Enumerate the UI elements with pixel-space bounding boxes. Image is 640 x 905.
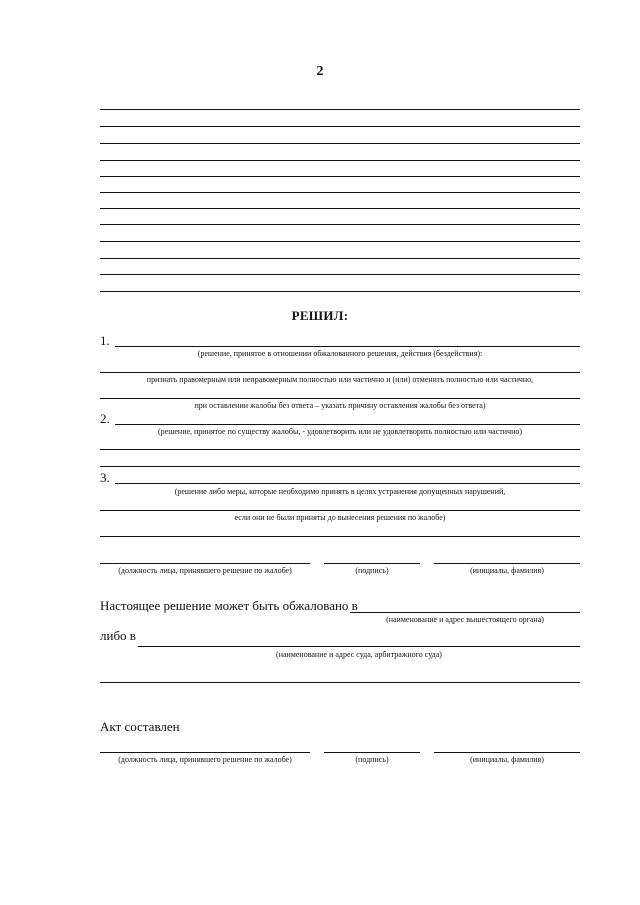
- signature-caption: (подпись): [355, 755, 389, 764]
- entry-line: [100, 449, 580, 450]
- entry-line: [115, 483, 580, 484]
- ruled-line: [100, 291, 580, 292]
- court-line: [138, 646, 580, 647]
- entry-line: [100, 682, 580, 683]
- item-number: 1.: [100, 333, 110, 348]
- signature-line: [324, 752, 420, 753]
- name-line: [434, 563, 580, 564]
- name-caption: (инициалы, фамилия): [470, 566, 544, 575]
- higher-body-caption: (наименование и адрес вышестоящего органа): [386, 615, 544, 624]
- ruled-line: [100, 192, 580, 193]
- item-number: 2.: [100, 411, 110, 426]
- name-line: [434, 752, 580, 753]
- appeal-text: Настоящее решение может быть обжаловано в: [100, 598, 358, 613]
- or-text: либо в: [100, 628, 136, 643]
- item-caption: если они не были приняты до вынесения решения по жалобе): [234, 513, 446, 522]
- item-caption: признать правомерным или неправомерным полностью или частично и (или) отменить полностью или частично,: [146, 375, 534, 384]
- item-caption: (решение, принятое по существу жалобы, - удовлетворить или не удовлетворить полностью или частично): [157, 427, 523, 436]
- name-caption: (инициалы, фамилия): [470, 755, 544, 764]
- entry-line: [115, 346, 580, 347]
- entry-line: [100, 510, 580, 511]
- signature-line: [324, 563, 420, 564]
- ruled-line: [100, 109, 580, 110]
- position-line: [100, 563, 310, 564]
- item-caption: при оставлении жалобы без ответа – указать причину оставления жалобы без ответа): [194, 401, 486, 410]
- entry-line: [100, 372, 580, 373]
- page-number: 2: [316, 64, 324, 79]
- ruled-line: [100, 274, 580, 275]
- ruled-line: [100, 176, 580, 177]
- ruled-line: [100, 224, 580, 225]
- entry-line: [100, 466, 580, 467]
- ruled-line: [100, 208, 580, 209]
- entry-line: [100, 536, 580, 537]
- ruled-line: [100, 126, 580, 127]
- entry-line: [100, 398, 580, 399]
- position-line: [100, 752, 310, 753]
- ruled-line: [100, 241, 580, 242]
- decision-heading: РЕШИЛ:: [291, 308, 349, 323]
- item-caption: (решение, принятое в отношении обжалованного решения, действия (бездействия):: [197, 349, 483, 358]
- ruled-line: [100, 258, 580, 259]
- court-caption: (наименование и адрес суда, арбитражного суда): [276, 650, 442, 659]
- ruled-line: [100, 143, 580, 144]
- entry-line: [115, 424, 580, 425]
- higher-body-line: [350, 612, 580, 613]
- signature-caption: (подпись): [355, 566, 389, 575]
- ruled-line: [100, 160, 580, 161]
- act-title: Акт составлен: [100, 719, 180, 734]
- item-caption: (решение либо меры, которые необходимо принять в целях устранения допущенных нарушений,: [174, 487, 506, 496]
- item-number: 3.: [100, 470, 110, 485]
- position-caption: (должность лица, принявшего решение по жалобе): [118, 566, 292, 575]
- position-caption: (должность лица, принявшего решение по жалобе): [118, 755, 292, 764]
